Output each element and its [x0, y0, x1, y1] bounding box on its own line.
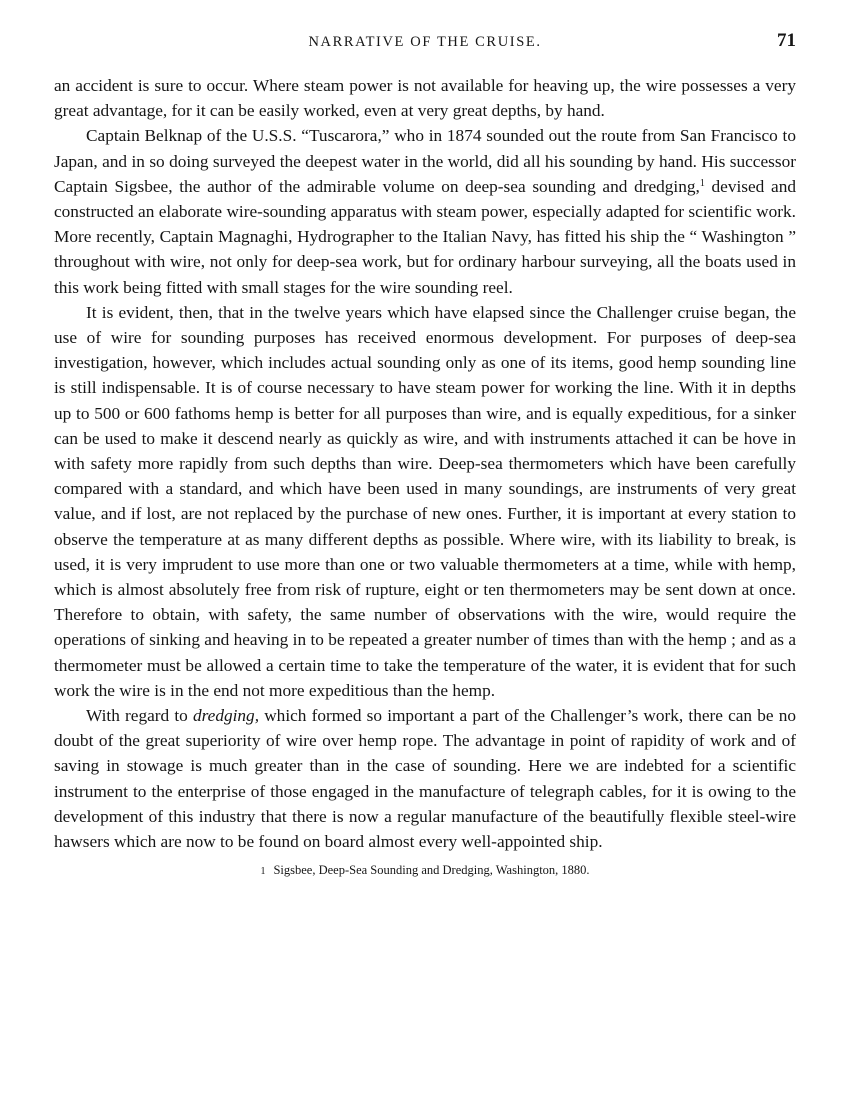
page-number: 71 [777, 30, 796, 51]
paragraph-dredging [54, 703, 796, 854]
emphasized-term: dredging, [192, 706, 260, 726]
paragraph-text: devised and constructed an elaborate wire-sounding apparatus with steam power, especially adapted for scientific work. More recently, Captain Magnaghi, Hydrographer to the Italian Navy, has fitted his ship the “ Washington ” throughout with wire, not only for deep-sea work, but for ordinary harbour surveying, all the boats used in this work being fitted with small stages for the wire sounding reel. [54, 176, 796, 297]
paragraph-text: Captain Belknap of the U.S.S. “Tuscarora,” who in 1874 sounded out the route from San Francisco to Japan, and in so doing surveyed the deepest water in the world, did all his sounding by hand. His successor Captain Sigsbee, the author of the admirable volume on deep-sea sounding and dredging, [54, 126, 796, 196]
paragraph-hemp-vs-wire: It is evident, then, that in the twelve years which have elapsed since the Challenger cruise began, the use of wire for sounding purposes has received enormous development. For purposes of deep-sea investigation, however, which includes actual sounding only as one of its items, good hemp sounding line is still indispensable. It is of course necessary to have steam power for working the line. With it in depths up to 500 or 600 fathoms hemp is better for all purposes than wire, and is equally expeditious, for a sinker can be used to make it descend nearly as quickly as wire, and with instruments attached it can be hove in with safety more rapidly from such depths than wire. Deep-sea thermometers which have been carefully compared with a standard, and which have been used in many soundings, are instruments of very great value, and if lost, are not replaced by the purchase of new ones. Further, it is important at every station to observe the temperature at as many different depths as possible. Where wire, with its liability to break, is used, it is very imprudent to use more than one or two valuable thermometers at a time, while with hemp, which is almost absolutely free from risk of rupture, eight or ten thermometers may be sent down at once. Therefore to obtain, with safety, the same number of observations with the wire, would require the operations of sinking and heaving in to be repeated a greater number of times than with the hemp ; and as a thermometer must be allowed a certain time to take the temperature of the water, it is evident that for such work the wire is in the end not more expeditious than the hemp. [54, 302, 796, 700]
paragraph-text: With regard to [86, 706, 193, 726]
paragraph-continuation: an accident is sure to occur. Where steam power is not available for heaving up, the wire possesses a very great advantage, for it can be easily worked, even at very great depths, by hand. [54, 76, 796, 121]
body-text [54, 73, 796, 854]
running-header [54, 28, 796, 58]
footnote-reference: 1 [699, 177, 705, 189]
footnote [54, 862, 796, 880]
running-title: NARRATIVE OF THE CRUISE. [308, 34, 542, 50]
paragraph-text: which formed so important a part of the Challenger’s work, there can be no doubt of the great superiority of wire over hemp rope. The advantage in point of rapidity of work and of saving in stowage is much greater than in the case of sounding. Here we are indebted for a scientific instrument to the enterprise of those engaged in the manufacture of telegraph cables, for it is owing to the development of this industry that there is now a regular manufacture of the beautifully flexible steel-wire hawsers which are now to be found on board almost every well-appointed ship. [54, 706, 796, 852]
paragraph-belknap [54, 123, 796, 299]
footnote-mark: 1 [260, 866, 266, 878]
book-page [54, 28, 796, 880]
footnote-text: Sigsbee, Deep-Sea Sounding and Dredging, Washington, 1880. [273, 863, 590, 878]
